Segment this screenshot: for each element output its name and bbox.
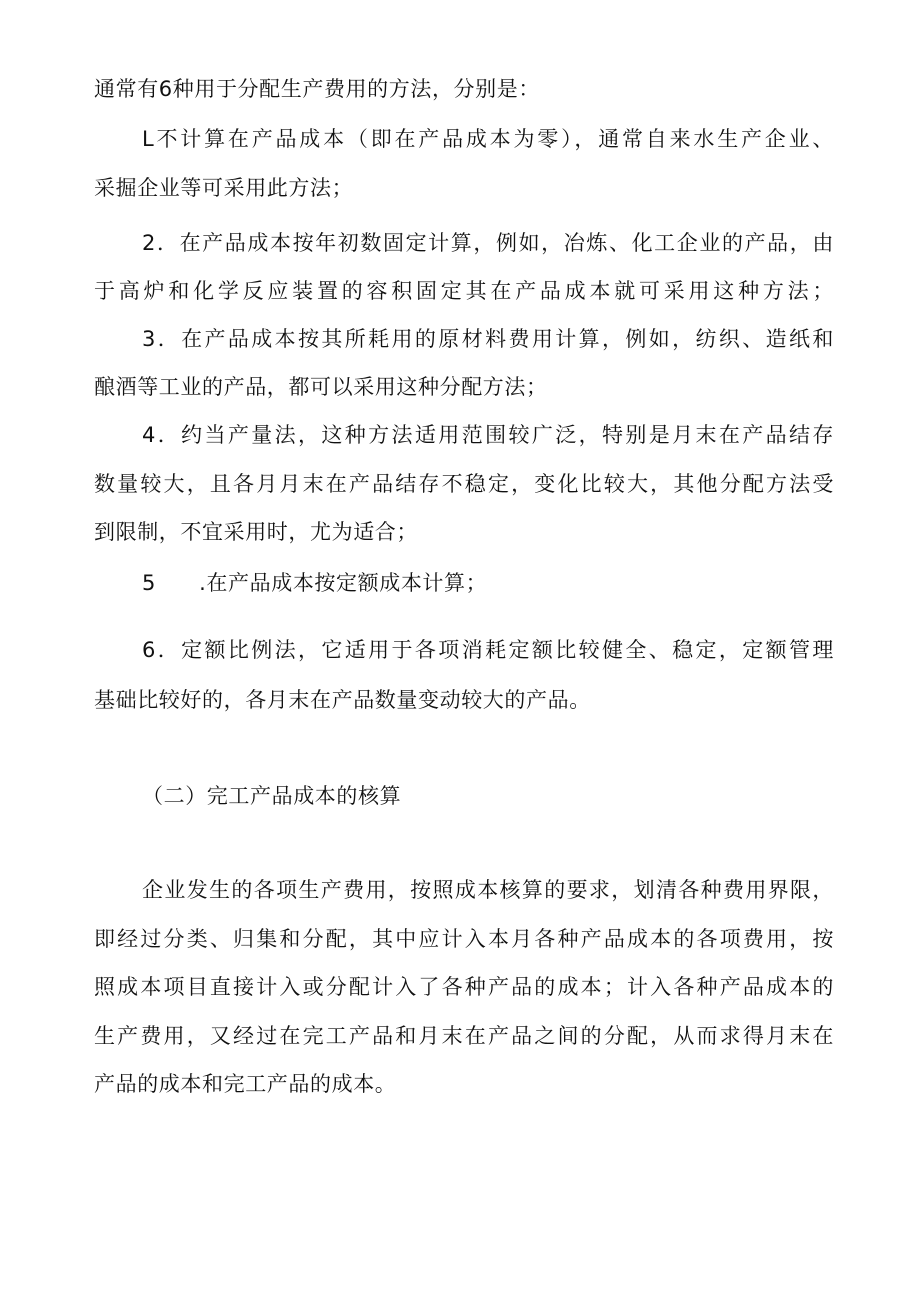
- item-3-line-2: 酿酒等工业的产品，都可以采用这种分配方法；: [94, 375, 548, 399]
- item-4-line-1: 4．约当产量法，这种方法适用范围较广泛，特别是月末在产品结存: [142, 423, 834, 447]
- item-4-line-2: 数量较大，且各月月末在产品结存不稳定，变化比较大，其他分配方法受: [94, 472, 834, 496]
- item-3-line-1: 3．在产品成本按其所耗用的原材料费用计算，例如，纺织、造纸和: [142, 327, 834, 351]
- body-line-2: 即经过分类、归集和分配，其中应计入本月各种产品成本的各项费用，按: [94, 927, 834, 951]
- item-1-line-1: L不计算在产品成本（即在产品成本为零），通常自来水生产企业、: [142, 127, 834, 151]
- section-heading: （二）完工产品成本的核算: [142, 784, 402, 808]
- item-6-line-2: 基础比较好的，各月末在产品数量变动较大的产品。: [94, 688, 591, 712]
- item-1-line-2: 采掘企业等可采用此方法；: [94, 176, 354, 200]
- intro-line: 通常有6种用于分配生产费用的方法，分别是：: [94, 77, 540, 101]
- item-5-line-1: 5 .在产品成本按定额成本计算；: [142, 571, 488, 595]
- body-line-4: 生产费用，又经过在完工产品和月末在产品之间的分配，从而求得月末在: [94, 1024, 834, 1048]
- item-2-line-2: 于高炉和化学反应装置的容积固定其在产品成本就可采用这种方法；: [94, 279, 834, 303]
- item-6-line-1: 6．定额比例法，它适用于各项消耗定额比较健全、稳定，定额管理: [142, 638, 834, 662]
- item-2-line-1: 2．在产品成本按年初数固定计算，例如，冶炼、化工企业的产品，由: [142, 231, 834, 255]
- body-line-1: 企业发生的各项生产费用，按照成本核算的要求，划清各种费用界限，: [142, 878, 834, 902]
- body-line-5: 产品的成本和完工产品的成本。: [94, 1072, 397, 1096]
- body-line-3: 照成本项目直接计入或分配计入了各种产品的成本；计入各种产品成本的: [94, 975, 834, 999]
- item-4-line-3: 到限制，不宜采用时，尤为适合；: [94, 520, 418, 544]
